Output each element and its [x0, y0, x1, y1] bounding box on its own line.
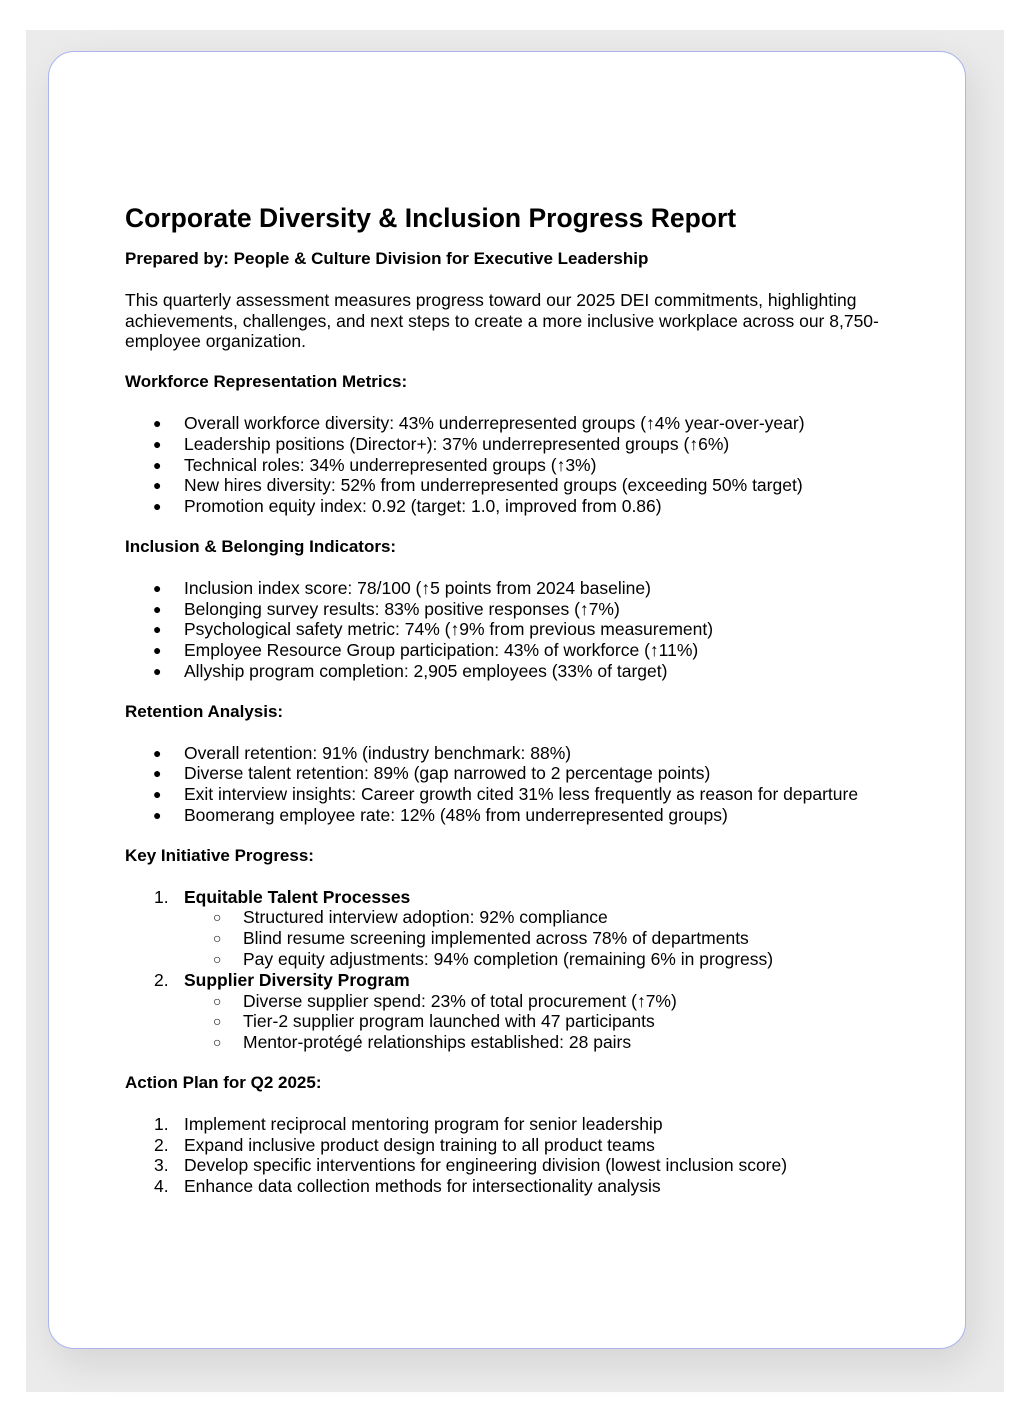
list-item [125, 413, 905, 434]
circle-bullet-icon: ○ [213, 1013, 222, 1030]
bullet-icon: ● [153, 786, 162, 803]
bullet-icon: ● [153, 662, 162, 679]
list-item [125, 743, 905, 764]
list-item-text: Psychological safety metric: 74% (↑9% from previous measurement) [184, 619, 714, 640]
sub-list-item-text: Diverse supplier spend: 23% of total procurement (↑7%) [243, 990, 677, 1011]
list-item [125, 599, 905, 620]
list-item-text: Boomerang employee rate: 12% (48% from underrepresented groups) [184, 804, 728, 825]
list-item [125, 1135, 905, 1156]
list-item [125, 763, 905, 784]
list-item [125, 1155, 905, 1176]
list-number: 3. [154, 1155, 169, 1176]
bullet-icon: ● [153, 435, 162, 452]
initiative-title: Supplier Diversity Program [184, 969, 410, 990]
workforce-list [125, 413, 905, 517]
intro-paragraph: This quarterly assessment measures progress toward our 2025 DEI commitments, highlighting achievements, challenges, and next steps to create a more inclusive workplace across our 8,750-employee organization. [125, 289, 879, 352]
list-item-text: Belonging survey results: 83% positive responses (↑7%) [184, 598, 620, 619]
bullet-icon: ● [153, 498, 162, 515]
sub-list [184, 907, 905, 969]
sub-list [184, 991, 905, 1053]
bullet-icon: ● [153, 579, 162, 596]
sub-list-item [125, 949, 905, 970]
list-item-text: Overall workforce diversity: 43% underrepresented groups (↑4% year-over-year) [184, 412, 805, 433]
sub-list-item [125, 907, 905, 928]
list-item [125, 887, 905, 970]
sub-list-item [125, 1011, 905, 1032]
sub-list-item [125, 1032, 905, 1053]
list-item-text: Leadership positions (Director+): 37% underrepresented groups (↑6%) [184, 433, 730, 454]
list-item-text: Enhance data collection methods for intersectionality analysis [184, 1176, 661, 1197]
sub-list-item-text: Mentor-protégé relationships established: 28 pairs [243, 1032, 632, 1053]
bullet-icon: ● [153, 621, 162, 638]
list-item-text: Inclusion index score: 78/100 (↑5 points from 2024 baseline) [184, 577, 651, 598]
list-item [125, 434, 905, 455]
list-number: 1. [154, 1113, 169, 1134]
retention-list [125, 743, 905, 826]
bullet-icon: ● [153, 806, 162, 823]
bullet-icon: ● [153, 600, 162, 617]
bullet-icon: ● [153, 414, 162, 431]
sub-list-item-text: Structured interview adoption: 92% compliance [243, 907, 608, 928]
sub-list-item-text: Tier-2 supplier program launched with 47 participants [243, 1011, 655, 1032]
list-item-text: Promotion equity index: 0.92 (target: 1.0, improved from 0.86) [184, 496, 662, 517]
list-item [125, 661, 905, 682]
list-item-text: New hires diversity: 52% from underrepresented groups (exceeding 50% target) [184, 475, 803, 496]
bullet-icon: ● [153, 477, 162, 494]
document-title: Corporate Diversity & Inclusion Progress Report [125, 203, 737, 233]
document-content [125, 202, 905, 1197]
circle-bullet-icon: ○ [213, 992, 222, 1009]
list-item-text: Employee Resource Group participation: 43% of workforce (↑11%) [184, 640, 699, 661]
list-item-text: Implement reciprocal mentoring program for senior leadership [184, 1113, 663, 1134]
circle-bullet-icon: ○ [213, 909, 222, 926]
list-item-text: Exit interview insights: Career growth cited 31% less frequently as reason for departure [184, 784, 859, 805]
byline: Prepared by: People & Culture Division for Executive Leadership [125, 249, 649, 268]
section-heading-retention: Retention Analysis: [125, 701, 284, 721]
sub-list-item-text: Pay equity adjustments: 94% completion (remaining 6% in progress) [243, 948, 774, 969]
list-number: 2. [154, 1134, 169, 1155]
section-heading-inclusion: Inclusion & Belonging Indicators: [125, 536, 397, 556]
list-item [125, 784, 905, 805]
bullet-icon: ● [153, 765, 162, 782]
list-number: 2. [154, 969, 169, 990]
sub-list-item [125, 991, 905, 1012]
list-item [125, 475, 905, 496]
initiatives-list [125, 887, 905, 1053]
list-number: 4. [154, 1176, 169, 1197]
list-item [125, 640, 905, 661]
list-item [125, 496, 905, 517]
circle-bullet-icon: ○ [213, 1034, 222, 1051]
list-item-text: Expand inclusive product design training to all product teams [184, 1134, 655, 1155]
inclusion-list [125, 578, 905, 682]
sub-list-item [125, 928, 905, 949]
section-heading-action-plan: Action Plan for Q2 2025: [125, 1072, 322, 1092]
list-item [125, 805, 905, 826]
list-item-text: Overall retention: 91% (industry benchmark: 88%) [184, 742, 572, 763]
bullet-icon: ● [153, 456, 162, 473]
sub-list-item-text: Blind resume screening implemented across 78% of departments [243, 928, 749, 949]
circle-bullet-icon: ○ [213, 930, 222, 947]
action-plan-list [125, 1114, 905, 1197]
circle-bullet-icon: ○ [213, 950, 222, 967]
list-item [125, 1114, 905, 1135]
list-item [125, 578, 905, 599]
list-item-text: Diverse talent retention: 89% (gap narrowed to 2 percentage points) [184, 763, 711, 784]
list-item [125, 1176, 905, 1197]
list-item [125, 619, 905, 640]
initiative-title: Equitable Talent Processes [184, 886, 411, 907]
list-item [125, 970, 905, 1053]
section-heading-workforce: Workforce Representation Metrics: [125, 372, 408, 392]
document-page [48, 51, 966, 1349]
bullet-icon: ● [153, 744, 162, 761]
list-item [125, 455, 905, 476]
list-item-text: Allyship program completion: 2,905 employees (33% of target) [184, 660, 668, 681]
list-number: 1. [154, 886, 169, 907]
list-item-text: Develop specific interventions for engineering division (lowest inclusion score) [184, 1155, 788, 1176]
section-heading-initiatives: Key Initiative Progress: [125, 845, 314, 865]
bullet-icon: ● [153, 642, 162, 659]
list-item-text: Technical roles: 34% underrepresented groups (↑3%) [184, 454, 597, 475]
